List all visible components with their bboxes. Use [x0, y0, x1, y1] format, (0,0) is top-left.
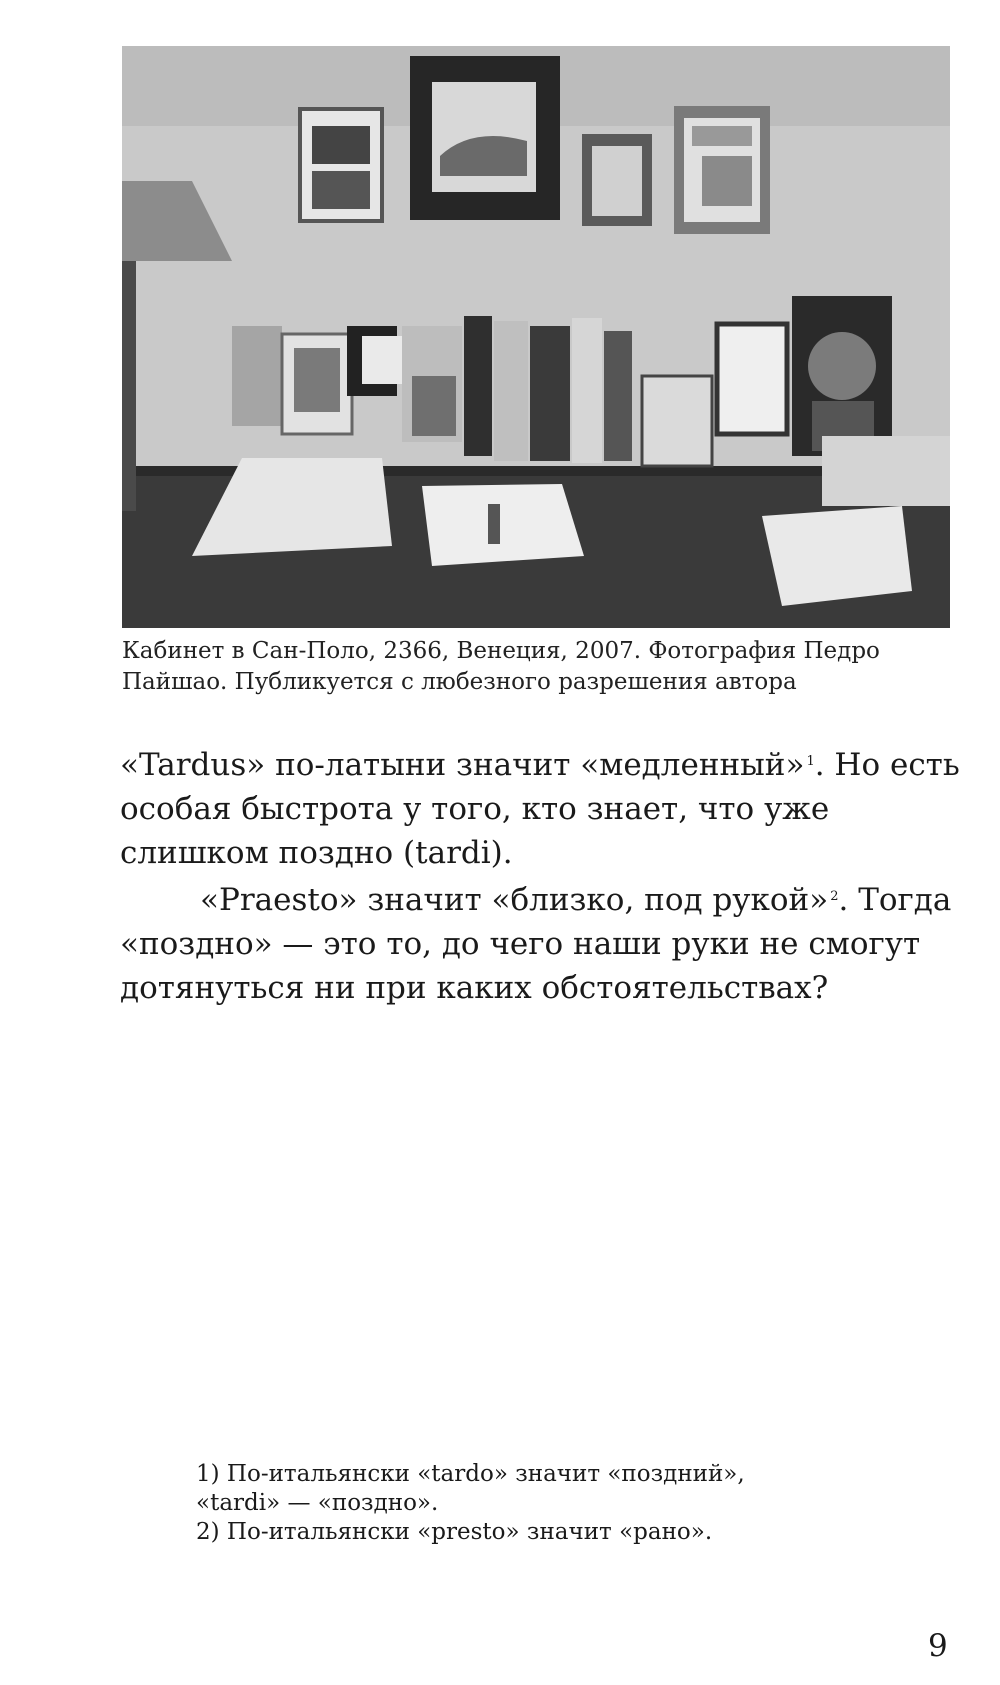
- paragraph-1-rest: . Но есть особая быстрота у того, кто знает, что уже слишком поздно (tardi).: [120, 747, 960, 871]
- body-text: [120, 740, 960, 1010]
- paragraph-2-rest: . Тогда «поздно» — это то, до чего наши руки не смогут дотянуться ни при каких обстоятельствах?: [120, 882, 952, 1006]
- footnote-1-line-2: «tardi» — «поздно».: [196, 1490, 439, 1516]
- paragraph-1: [120, 740, 960, 875]
- footnote-ref-1: 1: [806, 754, 815, 769]
- caption-line-2: Пайшао. Публикуется с любезного разрешения автора: [122, 669, 797, 695]
- desk-photo: [122, 46, 950, 628]
- caption-line-1: Кабинет в Сан-Поло, 2366, Венеция, 2007. Фотография Педро: [122, 638, 880, 664]
- photo-of-desk-icon: [122, 46, 950, 628]
- paragraph-1-text: «Tardus» по-латыни значит «медленный»: [120, 747, 805, 783]
- paragraph-2-text: «Praesto» значит «близко, под рукой»: [200, 882, 829, 918]
- photo-caption: [122, 636, 952, 698]
- footnotes: [196, 1460, 896, 1547]
- footnote-1-line-1: 1) По-итальянски «tardo» значит «поздний»,: [196, 1461, 745, 1487]
- paragraph-2: [120, 875, 960, 1010]
- footnote-ref-2: 2: [830, 889, 839, 904]
- footnote-2: 2) По-итальянски «presto» значит «рано».: [196, 1519, 713, 1545]
- page-number: 9: [928, 1628, 948, 1664]
